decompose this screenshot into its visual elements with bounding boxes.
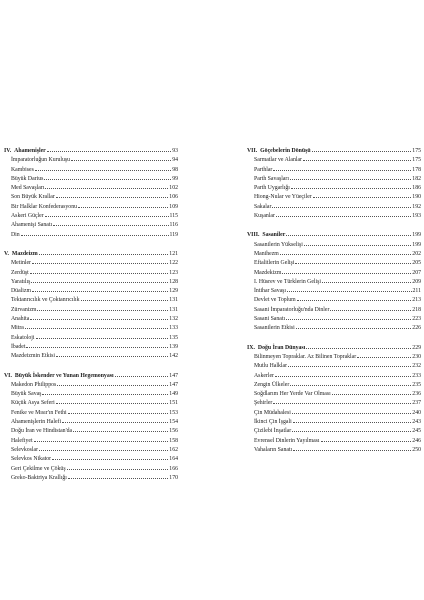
leader-dots [115, 371, 169, 377]
leader-dots [295, 258, 411, 264]
leader-dots [26, 342, 168, 348]
entry-title: Din [11, 231, 20, 238]
entry-page-number: 151 [169, 400, 178, 407]
toc-entry[interactable] [4, 183, 178, 192]
toc-entry[interactable] [4, 473, 178, 482]
entry-page-number: 193 [412, 213, 421, 220]
entry-page-number: 123 [169, 269, 178, 276]
entry-page-number: 115 [169, 213, 178, 220]
toc-entry[interactable] [247, 174, 421, 183]
leader-dots [304, 240, 411, 246]
toc-section [247, 146, 421, 220]
entry-page-number: 250 [412, 446, 421, 453]
entry-title: Eskatoloji [11, 334, 35, 341]
section-title: Büyük İskender ve Yunan Hegemonyası [14, 372, 114, 379]
entry-title: Fenike ve Mısır'ın Fethi [11, 409, 67, 416]
entry-title: Sasanilerin Etkisi [254, 325, 295, 332]
entry-page-number: 199 [412, 241, 421, 248]
entry-title: Vahaların Sanatı [254, 446, 293, 453]
leader-dots [288, 361, 411, 367]
section-heading[interactable] [4, 249, 178, 258]
leader-dots [42, 389, 168, 395]
entry-title: I. Hüsrev ve Türklerin Gelişi [254, 278, 322, 285]
leader-dots [286, 230, 411, 236]
entry-title: Mutlu Halklar [254, 363, 288, 370]
leader-dots [276, 211, 411, 217]
entry-title: Metinler [11, 260, 31, 267]
entry-title: Evrensel Dinlerin Yayılması [254, 437, 320, 444]
toc-entry[interactable] [247, 314, 421, 323]
entry-title: İkinci Çin İşgali [254, 419, 292, 426]
toc-entry[interactable] [4, 380, 178, 389]
entry-page-number: 202 [412, 250, 421, 257]
leader-dots [297, 295, 412, 301]
entry-page-number: 153 [169, 409, 178, 416]
toc-entry[interactable] [247, 436, 421, 445]
entry-page-number: 147 [169, 381, 178, 388]
leader-dots [39, 445, 168, 451]
leader-dots [52, 454, 168, 460]
section-page-number: 175 [412, 148, 421, 154]
entry-title: Ahamenişlerin Halefi [11, 419, 62, 426]
section-numeral: V. [4, 250, 9, 257]
entry-page-number: 226 [412, 325, 421, 332]
entry-title: Greko-Baktriya Krallığı [11, 474, 67, 481]
leader-dots [293, 417, 412, 423]
entry-title: Tektanrıcılık ve Çoktanrıcılık [11, 297, 80, 304]
entry-title: Parth Savaşları [254, 175, 289, 182]
toc-entry[interactable] [4, 192, 178, 201]
entry-title: Mitra [11, 325, 24, 332]
entry-title: Ahamenişi Sanatı [11, 222, 53, 229]
entry-page-number: 205 [412, 260, 421, 267]
toc-entry[interactable] [247, 361, 421, 370]
leader-dots [290, 174, 411, 180]
toc-entry[interactable] [4, 155, 178, 164]
leader-dots [273, 398, 411, 404]
leader-dots [45, 183, 168, 189]
leader-dots [68, 408, 169, 414]
entry-title: Kuşanlar [254, 213, 275, 220]
section-heading[interactable] [247, 146, 421, 155]
entry-page-number: 106 [169, 194, 178, 201]
entry-page-number: 170 [169, 474, 178, 481]
section-page-number: 93 [172, 148, 178, 154]
leader-dots [293, 445, 411, 451]
entry-page-number: 98 [172, 166, 178, 173]
entry-title: Soğdlarım Her Yerde Var Olması [254, 391, 331, 398]
leader-dots [332, 389, 412, 395]
entry-title: Selevkos Nikator [11, 456, 52, 463]
toc-entry[interactable] [247, 352, 421, 361]
leader-dots [321, 436, 412, 442]
entry-page-number: 232 [412, 363, 421, 370]
entry-page-number: 213 [412, 297, 421, 304]
leader-dots [287, 286, 411, 292]
entry-title: Zengin Ülkeler [254, 381, 290, 388]
entry-title: Sasani Sanatı [254, 316, 286, 323]
entry-title: Geri Çekilme ve Çöküş [11, 465, 66, 472]
toc-entry[interactable] [4, 295, 178, 304]
section-title: Ahamenişler [14, 148, 46, 154]
toc-right-page [247, 146, 421, 464]
toc-entry[interactable] [247, 165, 421, 174]
leader-dots [292, 426, 411, 432]
entry-title: Eftalitlerin Gelişi [254, 260, 295, 267]
toc-section [4, 146, 178, 239]
leader-dots [31, 277, 168, 283]
section-heading[interactable] [247, 343, 421, 352]
leader-dots [68, 473, 168, 479]
leader-dots [81, 295, 169, 301]
section-heading[interactable] [4, 371, 178, 380]
section-numeral: VII. [247, 148, 258, 154]
entry-page-number: 209 [412, 278, 421, 285]
toc-entry[interactable] [4, 398, 178, 407]
entry-title: Devlet ve Toplum [254, 297, 296, 304]
entry-title: Bir Halklar Konfederasyonu [11, 203, 77, 210]
section-heading[interactable] [4, 146, 178, 155]
entry-page-number: 223 [412, 316, 421, 323]
toc-entry[interactable] [247, 445, 421, 454]
entry-title: Yaratılış [11, 278, 31, 285]
toc-entry[interactable] [247, 305, 421, 314]
toc-entry[interactable] [4, 220, 178, 229]
entry-title: Zürvanizm [11, 306, 37, 313]
entry-title: Sasani İmparatorluğu'nda Dinler [254, 306, 330, 313]
leader-dots [71, 155, 171, 161]
leader-dots [56, 351, 168, 357]
entry-page-number: 240 [412, 409, 421, 416]
leader-dots [291, 183, 411, 189]
toc-entry[interactable] [247, 183, 421, 192]
leader-dots [67, 464, 169, 470]
section-numeral: VI. [4, 372, 12, 379]
section-page-number: 199 [412, 232, 421, 239]
entry-title: Mazdeizmin Etkisi [11, 353, 55, 360]
entry-page-number: 245 [412, 428, 421, 435]
entry-title: Bilinmeyen Topraklar. Az Bilinen Topraklar [254, 353, 357, 360]
entry-title: İmparatorluğun Kuruluşu [11, 157, 71, 164]
entry-page-number: 237 [412, 400, 421, 407]
toc-entry[interactable] [247, 155, 421, 164]
toc-entry[interactable] [4, 277, 178, 286]
toc-left-page [4, 146, 178, 492]
toc-entry[interactable] [4, 436, 178, 445]
entry-page-number: 135 [169, 334, 178, 341]
toc-entry[interactable] [4, 417, 178, 426]
leader-dots [322, 277, 411, 283]
leader-dots [73, 426, 168, 432]
toc-entry[interactable] [4, 351, 178, 360]
entry-page-number: 175 [412, 157, 421, 164]
section-title: Sasaniler [262, 232, 286, 239]
entry-page-number: 156 [169, 428, 178, 435]
leader-dots [21, 230, 169, 236]
entry-title: Parth Uygarlığı [254, 185, 290, 192]
leader-dots [312, 146, 412, 152]
entry-page-number: 131 [169, 297, 178, 304]
leader-dots [306, 343, 411, 349]
leader-dots [47, 146, 171, 152]
entry-title: Askerler [254, 372, 274, 379]
entry-title: Doğu İran ve Hindistan'da [11, 428, 73, 435]
section-numeral: IX. [247, 344, 255, 351]
leader-dots [35, 165, 171, 171]
section-page-number: 229 [412, 344, 421, 351]
toc-entry[interactable] [4, 454, 178, 463]
entry-title: Sakalar [254, 203, 272, 210]
entry-title: Kambises [11, 166, 34, 173]
leader-dots [36, 333, 169, 339]
toc-entry[interactable] [4, 314, 178, 323]
entry-page-number: 178 [412, 166, 421, 173]
leader-dots [292, 408, 411, 414]
entry-title: Çizilebi İnşatlar [254, 428, 292, 435]
section-heading[interactable] [247, 230, 421, 239]
toc-entry[interactable] [247, 240, 421, 249]
leader-dots [39, 249, 169, 255]
entry-page-number: 164 [169, 456, 178, 463]
toc-entry[interactable] [4, 202, 178, 211]
leader-dots [37, 305, 168, 311]
entry-title: Askeri Güçler [11, 213, 44, 220]
leader-dots [357, 352, 411, 358]
toc-entry[interactable] [4, 389, 178, 398]
entry-title: Zerdüşt [11, 269, 29, 276]
toc-entry[interactable] [247, 211, 421, 220]
entry-title: Sasanilerin Yükselişi [254, 241, 303, 248]
leader-dots [34, 436, 169, 442]
entry-title: Anahita [11, 316, 30, 323]
entry-page-number: 190 [412, 194, 421, 201]
toc-entry[interactable] [247, 249, 421, 258]
leader-dots [272, 202, 411, 208]
leader-dots [286, 314, 411, 320]
toc-entry[interactable] [247, 417, 421, 426]
toc-entry[interactable] [4, 323, 178, 332]
toc-entry[interactable] [4, 174, 178, 183]
section-title: Doğu İran Dünyası [257, 344, 306, 351]
entry-title: Parthlar [254, 166, 273, 173]
entry-page-number: 94 [172, 157, 178, 164]
entry-page-number: 211 [412, 288, 421, 295]
entry-page-number: 192 [412, 203, 421, 210]
toc-entry[interactable] [247, 389, 421, 398]
leader-dots [30, 314, 168, 320]
toc-entry[interactable] [247, 408, 421, 417]
entry-title: Med Savaşları [11, 185, 45, 192]
toc-entry[interactable] [247, 277, 421, 286]
leader-dots [273, 165, 411, 171]
leader-dots [296, 323, 412, 329]
entry-page-number: 128 [169, 278, 178, 285]
entry-page-number: 235 [412, 381, 421, 388]
leader-dots [30, 268, 169, 274]
entry-page-number: 154 [169, 419, 178, 426]
entry-title: Manihezm [254, 250, 279, 257]
entry-page-number: 207 [412, 269, 421, 276]
entry-title: Makedon Philippos [11, 381, 57, 388]
entry-title: Büyük Savaş [11, 391, 42, 398]
leader-dots [32, 286, 168, 292]
toc-section [4, 371, 178, 483]
entry-page-number: 129 [169, 288, 178, 295]
leader-dots [330, 305, 411, 311]
toc-entry[interactable] [247, 202, 421, 211]
toc-entry[interactable] [4, 230, 178, 239]
leader-dots [56, 192, 169, 198]
entry-page-number: 236 [412, 391, 421, 398]
toc-entry[interactable] [247, 380, 421, 389]
entry-page-number: 133 [169, 325, 178, 332]
entry-page-number: 109 [169, 203, 178, 210]
toc-entry[interactable] [247, 426, 421, 435]
toc-entry[interactable] [4, 305, 178, 314]
entry-page-number: 119 [169, 231, 178, 238]
entry-title: İntihar Savaşı [254, 288, 287, 295]
toc-entry[interactable] [247, 192, 421, 201]
entry-page-number: 166 [169, 465, 178, 472]
entry-title: Sarmatlar ve Alanlar [254, 157, 302, 164]
toc-entry[interactable] [4, 426, 178, 435]
toc-section [4, 249, 178, 361]
entry-title: Mazdekizm [254, 269, 282, 276]
entry-title: Halefiyet [11, 437, 33, 444]
leader-dots [44, 174, 171, 180]
entry-page-number: 131 [169, 306, 178, 313]
entry-title: Hiong-Nular ve Yüeçiler [254, 194, 312, 201]
toc-entry[interactable] [247, 398, 421, 407]
toc-entry[interactable] [247, 323, 421, 332]
entry-title: Son Büyük Krallar [11, 194, 55, 201]
entry-page-number: 218 [412, 306, 421, 313]
entry-page-number: 142 [169, 353, 178, 360]
toc-entry[interactable] [4, 342, 178, 351]
leader-dots [282, 268, 411, 274]
entry-page-number: 246 [412, 437, 421, 444]
entry-page-number: 102 [169, 185, 178, 192]
section-numeral: VIII. [247, 232, 260, 239]
entry-page-number: 233 [412, 372, 421, 379]
toc-entry[interactable] [4, 333, 178, 342]
entry-page-number: 116 [169, 222, 178, 229]
entry-page-number: 99 [172, 175, 178, 182]
entry-page-number: 230 [412, 353, 421, 360]
leader-dots [57, 380, 168, 386]
toc-entry[interactable] [4, 258, 178, 267]
entry-page-number: 149 [169, 391, 178, 398]
entry-page-number: 182 [412, 175, 421, 182]
entry-page-number: 158 [169, 437, 178, 444]
entry-page-number: 162 [169, 446, 178, 453]
leader-dots [56, 398, 169, 404]
entry-title: Selevkoslar [11, 446, 39, 453]
entry-page-number: 186 [412, 185, 421, 192]
leader-dots [25, 323, 168, 329]
leader-dots [275, 371, 411, 377]
entry-title: Şehirler [254, 400, 273, 407]
leader-dots [53, 220, 168, 226]
section-numeral: IV. [4, 148, 12, 154]
toc-entry[interactable] [4, 268, 178, 277]
toc-entry[interactable] [247, 286, 421, 295]
entry-page-number: 139 [169, 343, 178, 350]
entry-title: İbadet [11, 343, 26, 350]
leader-dots [32, 258, 168, 264]
toc-entry[interactable] [4, 464, 178, 473]
entry-title: Büyük Darius [11, 175, 44, 182]
toc-entry[interactable] [247, 268, 421, 277]
toc-section [247, 343, 421, 455]
toc-entry[interactable] [4, 286, 178, 295]
entry-title: Küçük Asya Seferi [11, 400, 55, 407]
toc-entry[interactable] [4, 408, 178, 417]
entry-page-number: 122 [169, 260, 178, 267]
leader-dots [290, 380, 411, 386]
section-page-number: 147 [169, 372, 178, 379]
leader-dots [313, 192, 412, 198]
entry-page-number: 132 [169, 316, 178, 323]
section-title: Göçebelerin Dönüşü [260, 148, 311, 154]
section-title: Mazdeizm [11, 250, 38, 257]
leader-dots [78, 202, 168, 208]
entry-page-number: 243 [412, 419, 421, 426]
toc-entry[interactable] [247, 371, 421, 380]
leader-dots [303, 155, 411, 161]
toc-entry[interactable] [247, 295, 421, 304]
leader-dots [280, 249, 412, 255]
toc-entry[interactable] [4, 165, 178, 174]
toc-entry[interactable] [4, 211, 178, 220]
entry-title: Düalizm [11, 288, 31, 295]
leader-dots [62, 417, 168, 423]
entry-title: Çin Müdahalesi [254, 409, 291, 416]
toc-section [247, 230, 421, 332]
leader-dots [45, 211, 169, 217]
toc-entry[interactable] [247, 258, 421, 267]
section-page-number: 121 [169, 250, 178, 257]
toc-entry[interactable] [4, 445, 178, 454]
